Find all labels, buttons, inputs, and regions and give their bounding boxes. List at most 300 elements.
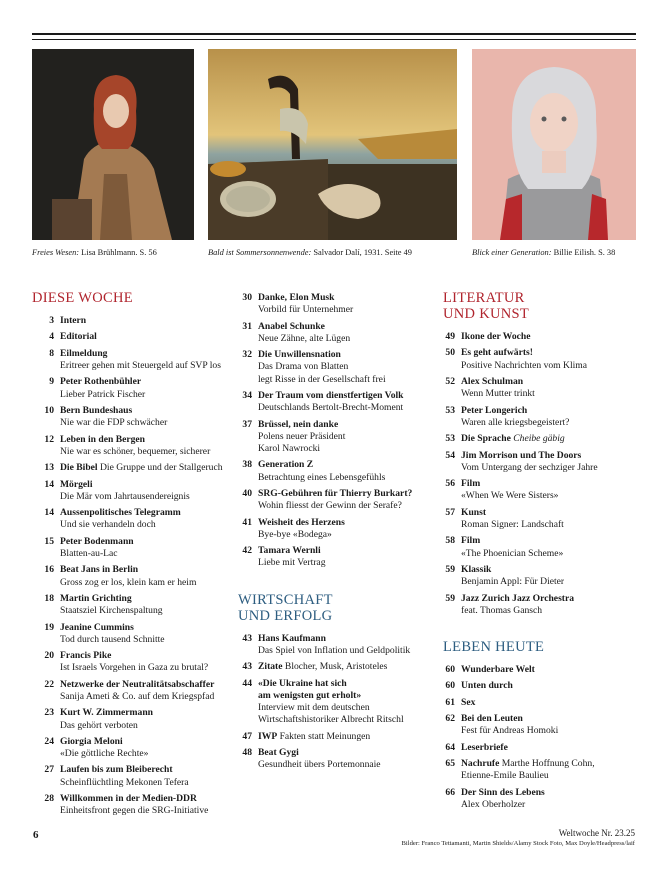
toc-title: Martin Grichting bbox=[60, 592, 132, 604]
toc-entry-text bbox=[60, 793, 232, 817]
toc-page-number: 9 bbox=[49, 376, 54, 388]
toc-entry bbox=[443, 787, 643, 811]
toc-subtitle: Karol Nawrocki bbox=[258, 442, 321, 454]
toc-title: Unten durch bbox=[461, 680, 513, 692]
toc-entry bbox=[443, 742, 643, 754]
toc-title: Es geht aufwärts! bbox=[461, 347, 533, 359]
toc-title-line bbox=[60, 679, 232, 691]
toc-page-number: 62 bbox=[445, 713, 455, 725]
toc-page-number: 27 bbox=[44, 764, 54, 776]
toc-page-number: 19 bbox=[44, 621, 54, 633]
toc-entry bbox=[238, 633, 438, 657]
toc-page-number: 14 bbox=[44, 507, 54, 519]
toc-page-number: 61 bbox=[445, 696, 455, 708]
toc-title-line bbox=[60, 736, 232, 748]
toc-title: Peter Bodenmann bbox=[60, 535, 134, 547]
toc-title: Die Unwillensnation bbox=[258, 349, 341, 361]
toc-title: Der Sinn des Lebens bbox=[461, 786, 545, 798]
toc-title-line bbox=[461, 331, 643, 343]
toc-entry-text bbox=[258, 633, 438, 657]
toc-entry bbox=[238, 488, 438, 512]
toc-page-number: 60 bbox=[445, 680, 455, 692]
toc-title-line bbox=[461, 593, 643, 605]
toc-page-number: 50 bbox=[445, 347, 455, 359]
toc-entry-text bbox=[258, 661, 438, 673]
toc-entry bbox=[238, 747, 438, 771]
toc-title-line bbox=[461, 680, 643, 692]
toc-entry bbox=[443, 680, 643, 692]
toc-entry bbox=[32, 315, 232, 327]
toc-title: Bei den Leuten bbox=[461, 713, 523, 725]
toc-title: Die Sprache bbox=[461, 433, 511, 445]
toc-inline-text: Die Gruppe und der Stallgeruch bbox=[97, 462, 223, 474]
toc-entry-text bbox=[461, 697, 643, 709]
toc-entry-text bbox=[60, 679, 232, 703]
toc-title-line bbox=[258, 678, 438, 690]
toc-entry bbox=[32, 679, 232, 703]
toc-title: Kurt W. Zimmermann bbox=[60, 707, 154, 719]
toc-subtitle: Betrachtung eines Lebensgefühls bbox=[258, 471, 386, 483]
toc-page-number: 53 bbox=[445, 433, 455, 445]
toc-inline-text: Marthe Hoffnung Cohn, bbox=[499, 758, 595, 770]
toc-entry bbox=[443, 664, 643, 676]
toc-page-number: 44 bbox=[242, 677, 252, 689]
toc-title-line bbox=[258, 488, 438, 500]
toc-entry bbox=[32, 462, 232, 474]
toc-subtitle: Interview mit dem deutschen bbox=[258, 701, 370, 713]
toc-entry bbox=[443, 331, 643, 343]
toc-subtitle: Roman Signer: Landschaft bbox=[461, 518, 564, 530]
toc-title-line bbox=[258, 545, 438, 557]
toc-subtitle: Alex Oberholzer bbox=[461, 798, 526, 810]
toc-subtitle: Das gehört verboten bbox=[60, 719, 138, 731]
toc-title: Die Bibel bbox=[60, 462, 98, 474]
toc-title-line bbox=[461, 787, 643, 799]
toc-title: Kunst bbox=[461, 506, 487, 518]
toc-subtitle: Gesundheit übers Portemonnaie bbox=[258, 759, 381, 771]
toc-title-line bbox=[461, 758, 643, 770]
toc-page-number: 66 bbox=[445, 786, 455, 798]
toc-entry bbox=[32, 536, 232, 560]
toc-title-line bbox=[461, 742, 643, 754]
toc-title-line bbox=[461, 347, 643, 359]
toc-entry-text bbox=[258, 459, 438, 483]
toc-title-line bbox=[258, 419, 438, 431]
toc-page-number: 13 bbox=[44, 462, 54, 474]
toc-title: Leserbriefe bbox=[461, 741, 508, 753]
toc-page-number: 18 bbox=[44, 592, 54, 604]
toc-page-number: 12 bbox=[44, 433, 54, 445]
toc-title-line bbox=[258, 633, 438, 645]
toc-entry bbox=[32, 622, 232, 646]
toc-list bbox=[238, 292, 438, 570]
toc-entry bbox=[32, 564, 232, 588]
toc-entry-text bbox=[60, 650, 232, 674]
toc-title: Nachrufe bbox=[461, 758, 500, 770]
toc-title: Aussenpolitisches Telegramm bbox=[60, 507, 181, 519]
toc-entry-text bbox=[461, 742, 643, 754]
top-rule-thin bbox=[32, 39, 636, 40]
toc-entry-text bbox=[461, 680, 643, 692]
toc-subtitle: Blatten-au-Lac bbox=[60, 547, 118, 559]
toc-title: Francis Pike bbox=[60, 650, 112, 662]
toc-entry bbox=[443, 758, 643, 782]
toc-entry-text bbox=[60, 707, 232, 731]
toc-entry-text bbox=[461, 713, 643, 737]
toc-page-number: 59 bbox=[445, 563, 455, 575]
toc-title: Brüssel, nein danke bbox=[258, 418, 339, 430]
toc-page-number: 43 bbox=[242, 661, 252, 673]
toc-subtitle: Tod durch tausend Schnitte bbox=[60, 633, 165, 645]
toc-subtitle: Und sie verhandeln doch bbox=[60, 519, 156, 531]
toc-page-number: 34 bbox=[242, 389, 252, 401]
toc-page-number: 14 bbox=[44, 478, 54, 490]
toc-entry-text bbox=[258, 678, 438, 727]
toc-entry bbox=[238, 419, 438, 456]
toc-inline-text: Cheibe gäbig bbox=[510, 433, 565, 445]
toc-title-line bbox=[60, 707, 232, 719]
toc-column-3 bbox=[443, 290, 643, 815]
toc-title-line bbox=[461, 478, 643, 490]
toc-title: Willkommen in der Medien-DDR bbox=[60, 793, 197, 805]
toc-title: Jazz Zurich Jazz Orchestra bbox=[461, 592, 575, 604]
toc-title-line bbox=[461, 433, 643, 445]
toc-title: IWP bbox=[258, 730, 278, 742]
toc-entry-text bbox=[60, 348, 232, 372]
page-number: 6 bbox=[33, 829, 39, 841]
toc-list bbox=[443, 664, 643, 811]
toc-title-line bbox=[60, 405, 232, 417]
toc-title: Jim Morrison und The Doors bbox=[461, 449, 582, 461]
toc-title-line bbox=[258, 292, 438, 304]
toc-subtitle: Wirtschaftshistoriker Albrecht Ritschl bbox=[258, 714, 404, 726]
toc-entry bbox=[443, 376, 643, 400]
toc-subtitle: Liebe mit Vertrag bbox=[258, 557, 326, 569]
toc-page-number: 47 bbox=[242, 730, 252, 742]
toc-title: Peter Longerich bbox=[461, 404, 528, 416]
toc-title: Beat Jans in Berlin bbox=[60, 564, 139, 576]
toc-title-line bbox=[461, 405, 643, 417]
toc-entry-text bbox=[258, 517, 438, 541]
toc-title-line bbox=[258, 517, 438, 529]
toc-entry bbox=[443, 535, 643, 559]
toc-entry bbox=[238, 661, 438, 673]
toc-inline-text: Fakten statt Meinungen bbox=[277, 730, 371, 742]
toc-title: Sex bbox=[461, 696, 476, 708]
toc-page-number: 40 bbox=[242, 487, 252, 499]
toc-page-number: 28 bbox=[44, 793, 54, 805]
toc-entry-text bbox=[461, 758, 643, 782]
photo-credits: Bilder: Franco Tettamanti, Martin Shields/Alamy Stock Foto, Max Doyle/Headpress/laif bbox=[401, 840, 635, 847]
toc-page-number: 15 bbox=[44, 535, 54, 547]
toc-entry-text bbox=[60, 405, 232, 429]
toc-entry-text bbox=[258, 349, 438, 386]
toc-subtitle: Scheinflüchtling Mekonen Tefera bbox=[60, 776, 189, 788]
toc-entry bbox=[443, 564, 643, 588]
toc-page-number: 41 bbox=[242, 516, 252, 528]
toc-title: «Die Ukraine hat sich bbox=[258, 677, 347, 689]
toc-title-line bbox=[60, 331, 232, 343]
toc-title-line bbox=[60, 650, 232, 662]
toc-entry-text bbox=[461, 507, 643, 531]
toc-title-line bbox=[60, 536, 232, 548]
toc-title-line bbox=[461, 713, 643, 725]
toc-page-number: 57 bbox=[445, 506, 455, 518]
toc-subtitle: Das Spiel von Inflation und Geldpolitik bbox=[258, 644, 411, 656]
toc-subtitle: Deutschlands Bertolt-Brecht-Moment bbox=[258, 402, 404, 414]
toc-entry bbox=[32, 650, 232, 674]
toc-subtitle: Einheitsfront gegen die SRG-Initiative bbox=[60, 805, 209, 817]
toc-page-number: 37 bbox=[242, 418, 252, 430]
toc-entry-text bbox=[461, 787, 643, 811]
toc-column-2 bbox=[238, 292, 438, 776]
toc-subtitle: Gross zog er los, klein kam er heim bbox=[60, 576, 197, 588]
toc-title: Beat Gygi bbox=[258, 746, 299, 758]
toc-entry-text bbox=[258, 419, 438, 456]
photo-dali-painting bbox=[208, 49, 457, 240]
toc-title: Giorgia Meloni bbox=[60, 735, 123, 747]
toc-entry-text bbox=[60, 736, 232, 760]
toc-entry bbox=[238, 459, 438, 483]
toc-title: Hans Kaufmann bbox=[258, 632, 326, 644]
toc-page-number: 4 bbox=[49, 331, 54, 343]
toc-title: Ikone der Woche bbox=[461, 331, 531, 342]
toc-entry bbox=[443, 405, 643, 429]
toc-title: Klassik bbox=[461, 563, 492, 575]
toc-title: Bern Bundeshaus bbox=[60, 404, 133, 416]
toc-entry-text bbox=[60, 593, 232, 617]
toc-entry bbox=[238, 349, 438, 386]
toc-subtitle: legt Risse in der Gesellschaft frei bbox=[258, 373, 386, 385]
toc-subtitle: Nie war die FDP schwächer bbox=[60, 417, 168, 429]
toc-entry-text bbox=[60, 434, 232, 458]
toc-subtitle: Wenn Mutter trinkt bbox=[461, 388, 535, 400]
toc-title: Der Traum vom dienstfertigen Volk bbox=[258, 389, 404, 401]
toc-title: Zitate bbox=[258, 661, 283, 673]
caption-photo-1: Freies Wesen: Lisa Brühlmann. S. 56 bbox=[32, 248, 157, 257]
toc-page-number: 53 bbox=[445, 404, 455, 416]
toc-entry bbox=[238, 517, 438, 541]
toc-page-number: 65 bbox=[445, 758, 455, 770]
toc-entry-text bbox=[258, 390, 438, 414]
toc-subtitle: Fest für Andreas Homoki bbox=[461, 725, 559, 737]
toc-entry-text bbox=[461, 478, 643, 502]
toc-title: Weisheit des Herzens bbox=[258, 516, 345, 528]
section-title-line: UND ERFOLG bbox=[238, 607, 333, 624]
toc-title: Danke, Elon Musk bbox=[258, 292, 335, 303]
toc-entry bbox=[443, 478, 643, 502]
toc-title-line bbox=[461, 664, 643, 676]
toc-entry bbox=[443, 507, 643, 531]
toc-page-number: 30 bbox=[242, 292, 252, 303]
toc-title-line bbox=[461, 535, 643, 547]
toc-subtitle: Vorbild für Unternehmer bbox=[258, 304, 354, 316]
toc-page-number: 64 bbox=[445, 741, 455, 753]
toc-entry-text bbox=[258, 545, 438, 569]
section-title-wirtschaft bbox=[238, 592, 438, 624]
toc-title: Tamara Wernli bbox=[258, 545, 321, 557]
toc-title-line bbox=[60, 376, 232, 388]
toc-entry-text bbox=[60, 507, 232, 531]
toc-entry-text bbox=[60, 376, 232, 400]
toc-title: Mörgeli bbox=[60, 478, 93, 490]
toc-title: Eilmeldung bbox=[60, 347, 108, 359]
toc-title-line bbox=[258, 731, 438, 743]
toc-entry-text bbox=[461, 564, 643, 588]
toc-entry bbox=[32, 331, 232, 343]
toc-entry-text bbox=[60, 331, 232, 343]
toc-title: Netzwerke der Neutralitätsabschaffer bbox=[60, 678, 215, 690]
toc-entry bbox=[32, 507, 232, 531]
toc-title-line bbox=[60, 793, 232, 805]
toc-subtitle: Polens neuer Präsident bbox=[258, 430, 346, 442]
toc-entry bbox=[32, 707, 232, 731]
toc-entry-text bbox=[60, 462, 232, 474]
toc-title-line bbox=[60, 315, 232, 327]
toc-subtitle: Positive Nachrichten vom Klima bbox=[461, 359, 588, 371]
toc-entry-text bbox=[60, 622, 232, 646]
toc-entry bbox=[238, 731, 438, 743]
toc-page-number: 10 bbox=[44, 404, 54, 416]
caption-photo-3: Blick einer Generation: Billie Eilish. S. 38 bbox=[472, 248, 616, 257]
toc-entry-text bbox=[258, 747, 438, 771]
toc-entry bbox=[32, 736, 232, 760]
toc-entry bbox=[238, 390, 438, 414]
toc-page-number: 3 bbox=[49, 315, 54, 326]
toc-entry bbox=[32, 793, 232, 817]
toc-entry-text bbox=[461, 593, 643, 617]
toc-title-line bbox=[60, 434, 232, 446]
toc-entry-text bbox=[60, 764, 232, 788]
toc-title-line bbox=[258, 390, 438, 402]
toc-entry-text bbox=[461, 376, 643, 400]
toc-title-line bbox=[461, 697, 643, 709]
toc-entry-text bbox=[461, 450, 643, 474]
toc-title: Peter Rothenbühler bbox=[60, 376, 142, 388]
toc-entry-text bbox=[461, 433, 643, 445]
toc-title-line bbox=[461, 376, 643, 388]
toc-title-line bbox=[258, 661, 438, 673]
toc-subtitle: Staatsziel Kirchenspaltung bbox=[60, 605, 163, 617]
toc-subtitle: Bye-bye «Bodega» bbox=[258, 528, 332, 540]
toc-entry-text bbox=[461, 405, 643, 429]
toc-title-line bbox=[461, 507, 643, 519]
toc-title: Alex Schulman bbox=[461, 375, 524, 387]
section-title-literatur bbox=[443, 290, 643, 322]
toc-page-number: 59 bbox=[445, 592, 455, 604]
section-title-line: WIRTSCHAFT bbox=[238, 591, 333, 608]
toc-page-number: 31 bbox=[242, 320, 252, 332]
toc-subtitle: Wohin fliesst der Gewinn der Serafe? bbox=[258, 500, 402, 512]
toc-title: Anabel Schunke bbox=[258, 320, 325, 332]
toc-subtitle: feat. Thomas Gansch bbox=[461, 604, 543, 616]
toc-title-line bbox=[461, 450, 643, 462]
toc-title: Wunderbare Welt bbox=[461, 663, 535, 675]
toc-entry bbox=[238, 321, 438, 345]
toc-column-1 bbox=[32, 290, 232, 822]
toc-entry-text bbox=[60, 315, 232, 327]
toc-title-line bbox=[258, 349, 438, 361]
toc-entry bbox=[32, 405, 232, 429]
toc-entry bbox=[443, 593, 643, 617]
toc-title-line bbox=[60, 593, 232, 605]
toc-entry-text bbox=[258, 731, 438, 743]
toc-page-number: 49 bbox=[445, 331, 455, 342]
toc-subtitle: «Die göttliche Rechte» bbox=[60, 748, 149, 760]
toc-inline-text: Blocher, Musk, Aristoteles bbox=[282, 661, 388, 673]
toc-entry bbox=[32, 764, 232, 788]
toc-entry-text bbox=[461, 331, 643, 343]
toc-title: Laufen bis zum Bleiberecht bbox=[60, 764, 173, 776]
toc-entry bbox=[443, 697, 643, 709]
toc-subtitle: Das Drama von Blatten bbox=[258, 361, 349, 373]
toc-title: Film bbox=[461, 535, 481, 547]
toc-entry bbox=[238, 545, 438, 569]
toc-subtitle: Sanija Ameti & Co. auf dem Kriegspfad bbox=[60, 690, 215, 702]
toc-entry bbox=[32, 479, 232, 503]
toc-page-number: 16 bbox=[44, 564, 54, 576]
toc-title: Generation Z bbox=[258, 459, 314, 471]
toc-subtitle: «The Phoenician Scheme» bbox=[461, 547, 564, 559]
toc-entry bbox=[443, 713, 643, 737]
toc-entry-text bbox=[60, 536, 232, 560]
toc-entry bbox=[238, 678, 438, 727]
toc-entry bbox=[443, 450, 643, 474]
toc-title: SRG-Gebühren für Thierry Burkart? bbox=[258, 487, 413, 499]
section-title-leben-heute: LEBEN HEUTE bbox=[443, 638, 545, 655]
toc-title: Leben in den Bergen bbox=[60, 433, 146, 445]
toc-entry-text bbox=[461, 535, 643, 559]
toc-page-number: 58 bbox=[445, 535, 455, 547]
toc-subtitle: Waren alle kriegsbegeistert? bbox=[461, 416, 570, 428]
toc-title-line bbox=[258, 459, 438, 471]
toc-page-number: 38 bbox=[242, 459, 252, 471]
toc-list bbox=[32, 315, 232, 817]
toc-page-number: 20 bbox=[44, 650, 54, 662]
toc-page-number: 32 bbox=[242, 349, 252, 361]
issue-label: Weltwoche Nr. 23.25 bbox=[558, 828, 635, 838]
toc-title: Film bbox=[461, 478, 481, 490]
toc-entry bbox=[443, 347, 643, 371]
toc-subtitle: Vom Untergang der sechziger Jahre bbox=[461, 461, 598, 473]
toc-entry bbox=[32, 348, 232, 372]
toc-entry-text bbox=[461, 664, 643, 676]
toc-list bbox=[238, 633, 438, 772]
section-title-line: LITERATUR bbox=[443, 290, 525, 306]
toc-title: am wenigsten gut erholt» bbox=[258, 689, 362, 701]
toc-page-number: 60 bbox=[445, 663, 455, 675]
toc-title: Jeanine Cummins bbox=[60, 621, 134, 633]
toc-subtitle: Eritreer gehen mit Steuergeld auf SVP los bbox=[60, 359, 221, 371]
toc-title-line bbox=[60, 507, 232, 519]
toc-entry-text bbox=[258, 292, 438, 316]
toc-page-number: 8 bbox=[49, 347, 54, 359]
toc-page-number: 43 bbox=[242, 632, 252, 644]
toc-title-line bbox=[60, 764, 232, 776]
toc-entry-text bbox=[60, 479, 232, 503]
toc-page-number: 23 bbox=[44, 707, 54, 719]
toc-title: Editorial bbox=[60, 331, 97, 343]
toc-entry-text bbox=[258, 321, 438, 345]
toc-title-line bbox=[60, 348, 232, 360]
toc-entry bbox=[443, 433, 643, 445]
toc-page-number: 54 bbox=[445, 449, 455, 461]
toc-title-line bbox=[60, 564, 232, 576]
toc-subtitle: Neue Zähne, alte Lügen bbox=[258, 332, 351, 344]
section-title-diese-woche: DIESE WOCHE bbox=[32, 290, 133, 306]
toc-title-line bbox=[258, 321, 438, 333]
toc-subtitle: Etienne-Emile Baulieu bbox=[461, 770, 549, 782]
